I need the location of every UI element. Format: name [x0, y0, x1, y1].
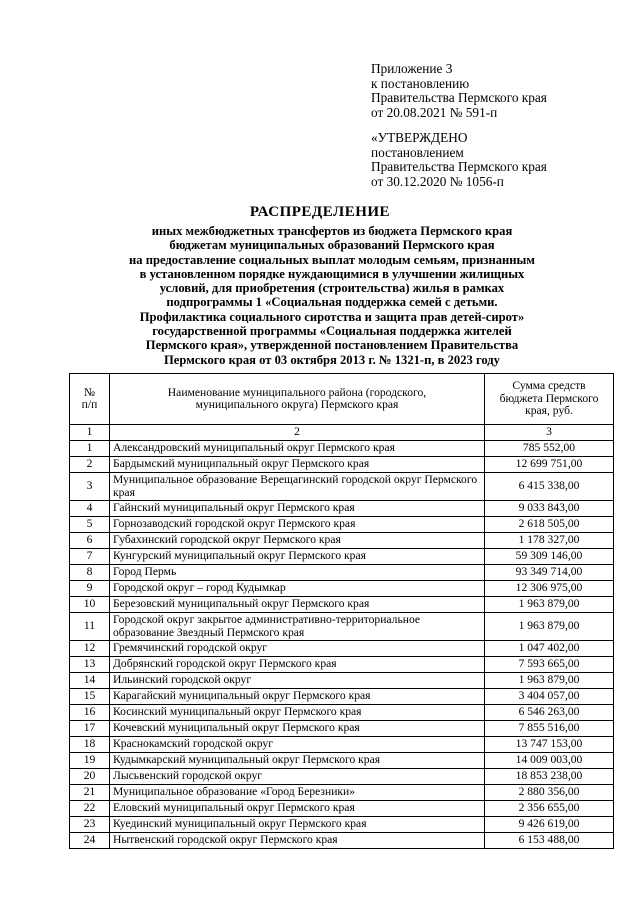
document-subtitle: [84, 224, 580, 367]
table-row: [70, 721, 614, 737]
table-row: [70, 753, 614, 769]
table-row: [70, 785, 614, 801]
row-name: Лысьвенский городской округ: [110, 769, 485, 785]
row-name: Косинский муниципальный округ Пермского края: [110, 705, 485, 721]
row-name: Еловский муниципальный округ Пермского края: [110, 801, 485, 817]
row-number: 16: [70, 705, 110, 721]
row-name: Городской округ – город Кудымкар: [110, 581, 485, 597]
table-row: [70, 581, 614, 597]
row-number: 13: [70, 657, 110, 673]
row-name: Бардымский муниципальный округ Пермского края: [110, 457, 485, 473]
header-name-line: Наименование муниципального района (городского,: [167, 385, 427, 399]
row-number: 12: [70, 641, 110, 657]
table-row: [70, 689, 614, 705]
row-sum: 12 306 975,00: [485, 581, 614, 597]
header-number: [70, 374, 110, 425]
row-number: 9: [70, 581, 110, 597]
table-row: [70, 801, 614, 817]
header-number-line: №: [83, 385, 96, 399]
subtitle-line: на предоставление социальных выплат молодым семьям, признанным: [129, 252, 535, 267]
row-number: 15: [70, 689, 110, 705]
row-sum: 12 699 751,00: [485, 457, 614, 473]
row-number: 24: [70, 833, 110, 849]
row-number: 23: [70, 817, 110, 833]
row-number: 3: [70, 473, 110, 501]
row-sum: 1 047 402,00: [485, 641, 614, 657]
row-sum: 1 963 879,00: [485, 673, 614, 689]
subtitle-line: бюджетам муниципальных образований Пермского края: [169, 238, 495, 253]
row-number: 1: [70, 441, 110, 457]
appendix-line: Приложение 3: [371, 61, 453, 76]
row-number: 10: [70, 597, 110, 613]
row-sum: 59 309 146,00: [485, 549, 614, 565]
subtitle-line: условий, для приобретения (строительства) жилья в рамках: [159, 281, 505, 296]
subtitle-line: в установленном порядке нуждающимися в улучшении жилищных: [139, 266, 525, 281]
appendix-line: от 20.08.2021 № 591-п: [371, 104, 498, 120]
table-row: [70, 501, 614, 517]
subtitle-line: подпрограммы 1 «Социальная поддержка семей с детьми.: [166, 295, 498, 310]
row-number: 18: [70, 737, 110, 753]
table-row: [70, 769, 614, 785]
table-row: [70, 737, 614, 753]
row-sum: 1 963 879,00: [485, 613, 614, 641]
header-number-line: п/п: [81, 398, 98, 411]
row-name: Гайнский муниципальный округ Пермского края: [110, 501, 485, 517]
row-number: 20: [70, 769, 110, 785]
table-row: [70, 457, 614, 473]
table-row: [70, 597, 614, 613]
row-name: Александровский муниципальный округ Пермского края: [110, 441, 485, 457]
row-number: 2: [70, 457, 110, 473]
row-name: Губахинский городской округ Пермского края: [110, 533, 485, 549]
row-name: Карагайский муниципальный округ Пермского края: [110, 689, 485, 705]
table-row: [70, 673, 614, 689]
row-number: 11: [70, 613, 110, 641]
row-sum: 9 033 843,00: [485, 501, 614, 517]
appendix-line: к постановлению: [371, 75, 470, 91]
approval-line: от 30.12.2020 № 1056-п: [371, 173, 504, 189]
row-name: Город Пермь: [110, 565, 485, 581]
row-sum: 1 178 327,00: [485, 533, 614, 549]
row-number: 21: [70, 785, 110, 801]
row-sum: 6 546 263,00: [485, 705, 614, 721]
row-sum: 7 855 516,00: [485, 721, 614, 737]
header-sum-line: края, руб.: [525, 404, 573, 418]
row-name: Муниципальное образование «Город Березники»: [110, 785, 485, 801]
table-row: [70, 657, 614, 673]
row-number: 8: [70, 565, 110, 581]
row-sum: 2 880 356,00: [485, 785, 614, 801]
row-number: 19: [70, 753, 110, 769]
table-header-row: [70, 374, 614, 425]
column-index: 1: [70, 425, 110, 441]
row-number: 5: [70, 517, 110, 533]
row-sum: 18 853 238,00: [485, 769, 614, 785]
table-row: [70, 441, 614, 457]
header-name: [110, 374, 485, 425]
row-sum: 7 593 665,00: [485, 657, 614, 673]
row-sum: 1 963 879,00: [485, 597, 614, 613]
row-number: 7: [70, 549, 110, 565]
row-name: Нытвенский городской округ Пермского края: [110, 833, 485, 849]
approval-line: Правительства Пермского края: [371, 159, 547, 175]
row-name: Гремячинский городской округ: [110, 641, 485, 657]
row-name: Березовский муниципальный округ Пермского края: [110, 597, 485, 613]
row-number: 4: [70, 501, 110, 517]
row-name: Кудымкарский муниципальный округ Пермского края: [110, 753, 485, 769]
row-name: Муниципальное образование Верещагинский городской округ Пермского края: [110, 473, 485, 501]
table-row: [70, 533, 614, 549]
header-sum-line: Сумма средств: [512, 379, 586, 393]
header-name-line: муниципального округа) Пермского края: [195, 398, 399, 411]
row-sum: 2 356 655,00: [485, 801, 614, 817]
subtitle-line: государственной программы «Социальная поддержка жителей: [152, 324, 512, 339]
row-name: Краснокамский городской округ: [110, 737, 485, 753]
row-sum: 14 009 003,00: [485, 753, 614, 769]
row-name: Городской округ закрытое административно-территориальное образование Звездный Пермского края: [110, 613, 485, 641]
row-sum: 6 415 338,00: [485, 473, 614, 501]
table-row: [70, 641, 614, 657]
row-name: Ильинский городской округ: [110, 673, 485, 689]
table-row: [70, 517, 614, 533]
table-row: [70, 833, 614, 849]
row-number: 17: [70, 721, 110, 737]
row-name: Кочевский муниципальный округ Пермского края: [110, 721, 485, 737]
header-sum: [485, 374, 614, 425]
approval-block: [371, 131, 631, 189]
row-sum: 2 618 505,00: [485, 517, 614, 533]
subtitle-line: Профилактика социального сиротства и защита прав детей-сирот»: [139, 309, 525, 324]
subtitle-line: Пермского края», утвержденной постановлением Правительства: [145, 338, 519, 353]
appendix-line: Правительства Пермского края: [371, 90, 547, 106]
row-sum: 785 552,00: [485, 441, 614, 457]
row-name: Куединский муниципальный округ Пермского края: [110, 817, 485, 833]
approval-line: «УТВЕРЖДЕНО: [371, 130, 468, 145]
table-row: [70, 817, 614, 833]
table-row: [70, 473, 614, 501]
subtitle-line: Пермского края от 03 октября 2013 г. № 1321-п, в 2023 году: [164, 352, 500, 367]
row-sum: 93 349 714,00: [485, 565, 614, 581]
row-number: 22: [70, 801, 110, 817]
column-index: 3: [485, 425, 614, 441]
row-sum: 13 747 153,00: [485, 737, 614, 753]
row-number: 14: [70, 673, 110, 689]
distribution-table: [69, 373, 614, 849]
row-name: Добрянский городской округ Пермского края: [110, 657, 485, 673]
approval-line: постановлением: [371, 144, 464, 160]
subtitle-line: иных межбюджетных трансфертов из бюджета Пермского края: [151, 224, 513, 238]
table-row: [70, 613, 614, 641]
row-sum: 6 153 488,00: [485, 833, 614, 849]
row-number: 6: [70, 533, 110, 549]
column-index: 2: [110, 425, 485, 441]
row-name: Горнозаводский городской округ Пермского края: [110, 517, 485, 533]
row-sum: 3 404 057,00: [485, 689, 614, 705]
table-row: [70, 705, 614, 721]
column-index-row: [70, 425, 614, 441]
header-sum-line: бюджета Пермского: [499, 391, 599, 405]
row-sum: 9 426 619,00: [485, 817, 614, 833]
document-title: РАСПРЕДЕЛЕНИЕ: [249, 204, 391, 220]
appendix-block: [371, 62, 631, 120]
table-row: [70, 549, 614, 565]
row-name: Кунгурский муниципальный округ Пермского края: [110, 549, 485, 565]
table-row: [70, 565, 614, 581]
